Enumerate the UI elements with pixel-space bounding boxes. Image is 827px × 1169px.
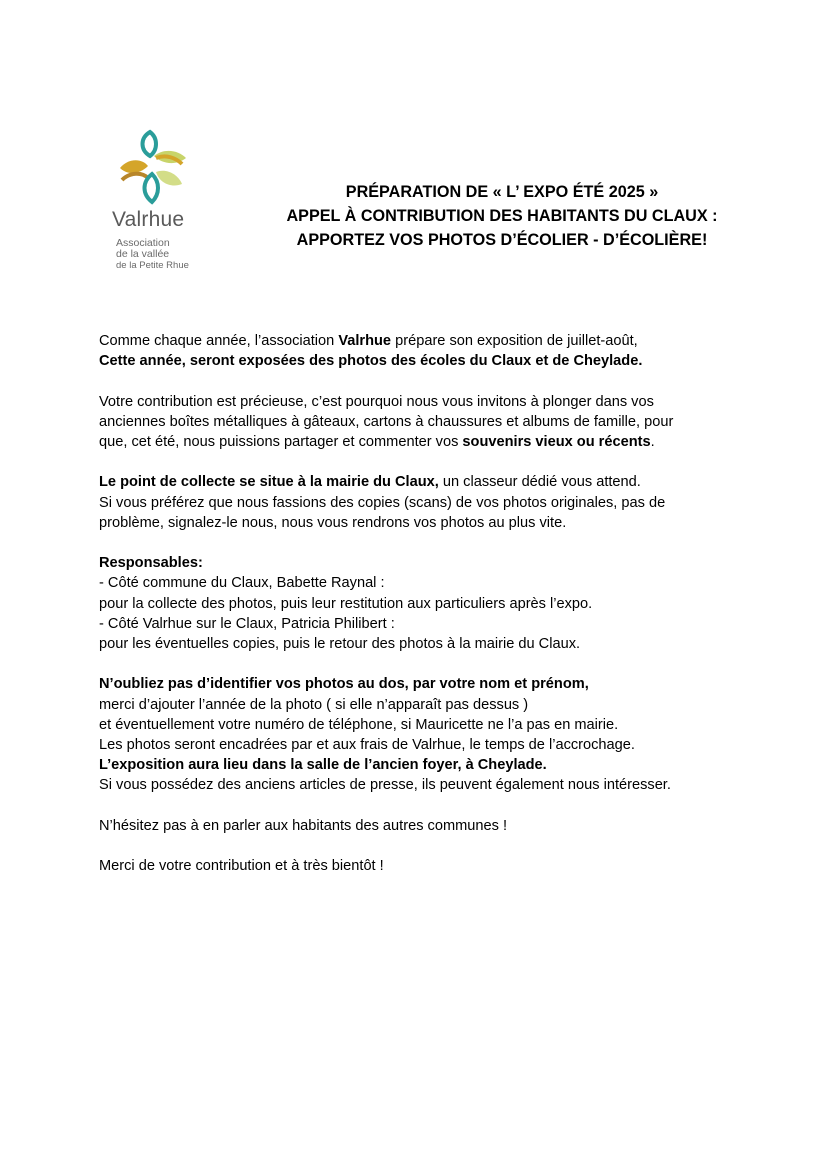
intro-text-c: prépare son exposition de juillet-août, bbox=[391, 333, 638, 349]
title-line-3: APPORTEZ VOS PHOTOS D’ÉCOLIER - D’ÉCOLIÈRE! bbox=[296, 231, 708, 249]
responsables-heading-text: Responsables: bbox=[99, 555, 203, 572]
valrhue-logo bbox=[108, 128, 198, 278]
responsable-line-1: - Côté commune du Claux, Babette Raynal : bbox=[99, 575, 385, 592]
intro-text-a: Comme chaque année, l’association bbox=[99, 333, 339, 349]
logo-sub-1: Association bbox=[116, 237, 170, 249]
contribution-text-a: que, cet été, nous puissions partager et commenter vos bbox=[99, 434, 463, 450]
identify-line-6: Si vous possédez des anciens articles de presse, ils peuvent également nous intéresser. bbox=[99, 777, 671, 794]
intro-theme-text: Cette année, seront exposées des photos des écoles du Claux et de Cheylade. bbox=[99, 353, 643, 370]
exhibition-location-text: L’exposition aura lieu dans la salle de l’ancien foyer, à Cheylade. bbox=[99, 757, 547, 774]
identify-line-5 bbox=[99, 755, 789, 775]
intro-association-name: Valrhue bbox=[338, 333, 392, 349]
responsable-line-2: pour la collecte des photos, puis leur restitution aux particuliers après l’expo. bbox=[99, 595, 593, 612]
identify-line-2: merci d’ajouter l’année de la photo ( si elle n’apparaît pas dessus ) bbox=[99, 696, 529, 713]
responsables-heading bbox=[99, 553, 789, 573]
collection-point-bold: Le point de collecte se situe à la mairie du Claux, bbox=[99, 474, 439, 491]
title-line-2: APPEL À CONTRIBUTION DES HABITANTS DU CLAUX : bbox=[286, 207, 718, 225]
contribution-line-1: Votre contribution est précieuse, c’est pourquoi nous vous invitons à plonger dans vos bbox=[99, 393, 654, 410]
responsable-line-4: pour les éventuelles copies, puis le retour des photos à la mairie du Claux. bbox=[99, 636, 581, 652]
title-line-1: PRÉPARATION DE « L’ EXPO ÉTÉ 2025 » bbox=[345, 183, 659, 201]
thanks-line: Merci de votre contribution et à très bientôt ! bbox=[99, 858, 384, 875]
collection-point-text: un classeur dédié vous attend. bbox=[438, 474, 641, 491]
responsable-line-3: - Côté Valrhue sur le Claux, Patricia Philibert : bbox=[99, 615, 395, 632]
logo-name: Valrhue bbox=[112, 208, 185, 231]
contribution-text-end: . bbox=[650, 434, 655, 450]
contribution-line-2: anciennes boîtes métalliques à gâteaux, cartons à chaussures et albums de famille, pour bbox=[99, 413, 674, 430]
collection-line-1 bbox=[99, 472, 789, 492]
share-line: N’hésitez pas à en parler aux habitants des autres communes ! bbox=[99, 817, 508, 834]
logo-sub-2: de la vallée bbox=[116, 248, 170, 260]
identify-heading-text: N’oubliez pas d’identifier vos photos au dos, par votre nom et prénom, bbox=[99, 676, 589, 693]
identify-line-1 bbox=[99, 674, 789, 694]
identify-line-4: Les photos seront encadrées par et aux frais de Valrhue, le temps de l’accrochage. bbox=[99, 737, 635, 753]
contribution-line-3 bbox=[99, 432, 789, 452]
collection-line-3: problème, signalez-le nous, nous vous rendrons vos photos au plus vite. bbox=[99, 514, 567, 531]
identify-line-3: et éventuellement votre numéro de téléphone, si Mauricette ne l’a pas en mairie. bbox=[99, 716, 619, 733]
intro-line bbox=[99, 331, 789, 351]
valrhue-logo-mark bbox=[112, 128, 192, 208]
collection-line-2: Si vous préférez que nous fassions des copies (scans) de vos photos originales, pas de bbox=[99, 494, 666, 511]
contribution-text-bold: souvenirs vieux ou récents bbox=[462, 434, 651, 450]
logo-sub-3: de la Petite Rhue bbox=[116, 260, 189, 271]
intro-theme-line bbox=[99, 351, 789, 371]
document-title bbox=[200, 180, 804, 252]
document-body bbox=[99, 331, 789, 876]
